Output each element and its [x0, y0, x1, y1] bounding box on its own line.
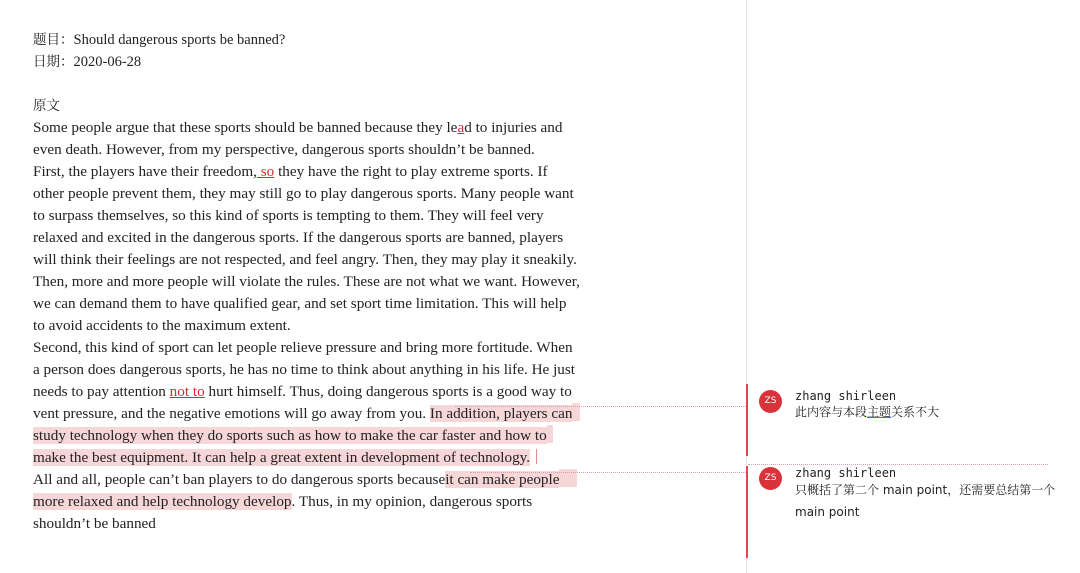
essay-line: a person does dangerous sports, he has no time to think about anything in his life. He just [33, 361, 576, 378]
comment-connector [455, 406, 746, 407]
comment-bar [746, 384, 748, 456]
essay-line: to surpass themselves, so this kind of sports is tempting to them. They will feel very [33, 207, 544, 224]
title-value[interactable]: Should dangerous sports be banned? [73, 32, 286, 48]
avatar: ZS [759, 467, 782, 490]
text-cursor [536, 449, 537, 464]
comment-highlight-1[interactable]: study technology when they do sports such as how to make the car faster and how to [33, 427, 547, 444]
comment-connector [470, 472, 746, 473]
essay-line: more relaxed and help technology develop. Thus, in my opinion, dangerous sports [33, 493, 533, 510]
essay-line: shouldn’t be banned [33, 515, 156, 532]
comment-text[interactable]: 只概括了第二个 main point，还需要总结第一个 main point [795, 483, 1056, 519]
essay-line: we can demand them to have qualified gear, and set sport time limitation. This will help [33, 295, 567, 312]
essay-line: other people prevent them, they may still go to play dangerous sports. Many people want [33, 185, 574, 202]
title-line [33, 29, 285, 51]
section-heading: 原文 [33, 98, 60, 114]
avatar: ZS [759, 390, 782, 413]
essay-line: will think their feelings are not respected, and feel angry. Then, they may play it sneakily. [33, 251, 577, 268]
date-value[interactable]: 2020-06-28 [73, 54, 142, 70]
essay-line: All and all, people can’t ban players to do dangerous sports becauseit can make people [33, 469, 633, 491]
comment-connector [748, 464, 1048, 465]
date-line [33, 51, 141, 73]
essay-line: relaxed and excited in the dangerous sports. If the dangerous sports are banned, players [33, 229, 564, 246]
correction-mark[interactable]: so [256, 163, 275, 180]
comment-highlight-1[interactable]: In addition, players can [429, 405, 573, 422]
essay-line: Then, more and more people will violate the rules. These are not what we want. However, [33, 273, 580, 290]
comment-text[interactable]: 此内容与本段主题关系不大 [795, 405, 940, 419]
comment-bar [746, 466, 748, 558]
essay-line: Some people argue that these sports should be banned because they lead to injuries and [33, 119, 563, 136]
comment-highlight-1[interactable]: make the best equipment. It can help a great extent in development of technology. [33, 449, 531, 466]
title-label: 题目： [33, 32, 74, 48]
correction-mark[interactable]: a [457, 119, 465, 136]
comment-highlight-2[interactable]: more relaxed and help technology develop [33, 493, 292, 510]
essay-line: needs to pay attention not to hurt himself. Thus, doing dangerous sports is a good way to [33, 383, 572, 400]
spelling-mark: 主题 [867, 405, 892, 419]
essay-line [33, 425, 633, 447]
essay-line: vent pressure, and the negative emotions will go away from you. In addition, players can [33, 403, 633, 425]
comment-highlight-2[interactable]: it can make people [445, 471, 560, 488]
essay-line [33, 447, 633, 469]
essay-line: First, the players have their freedom, so they have the right to play extreme sports. If [33, 163, 548, 180]
correction-mark[interactable]: not to [169, 383, 205, 400]
comment-author[interactable]: zhang shirleen [795, 389, 897, 403]
essay-line: to avoid accidents to the maximum extent. [33, 317, 291, 334]
date-label: 日期： [33, 54, 74, 70]
essay-line: Second, this kind of sport can let people relieve pressure and bring more fortitude. When [33, 339, 573, 356]
comment-author[interactable]: zhang shirleen [795, 466, 897, 480]
essay-line: even death. However, from my perspective, dangerous sports shouldn’t be banned. [33, 141, 535, 158]
